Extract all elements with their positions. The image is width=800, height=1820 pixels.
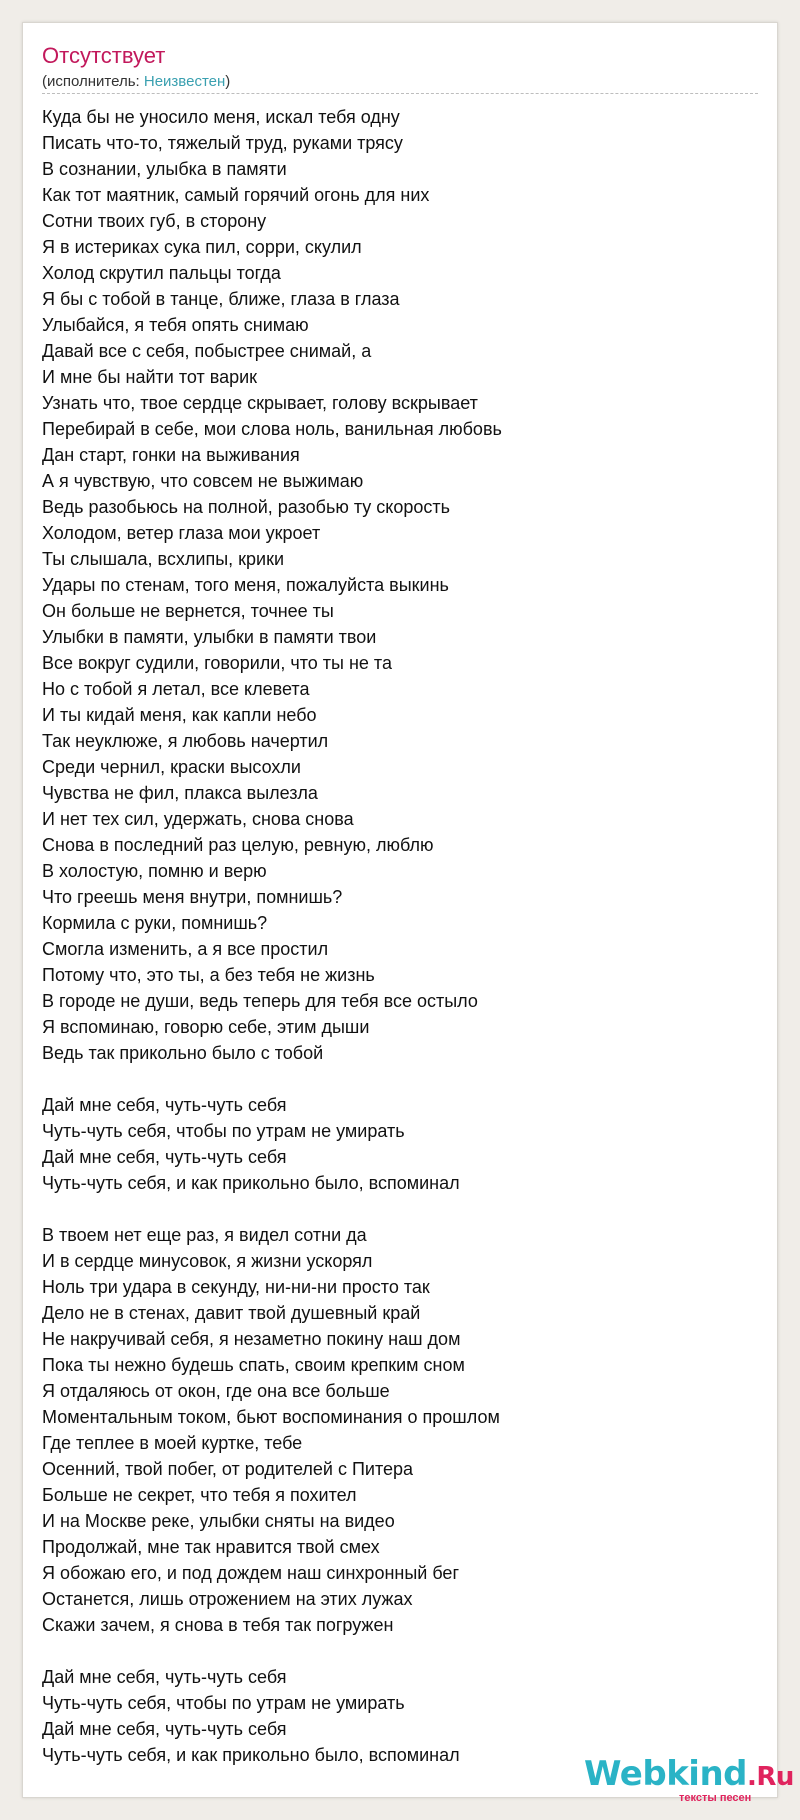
webkind-logo bbox=[584, 1754, 794, 1794]
lyrics-line: Холодом, ветер глаза мои укроет bbox=[42, 523, 321, 543]
lyrics-line: Сотни твоих губ, в сторону bbox=[42, 211, 267, 231]
lyrics-line: Ведь так прикольно было с тобой bbox=[42, 1043, 324, 1063]
lyrics-stanza bbox=[42, 104, 758, 1066]
lyrics-line: Моментальным током, бьют воспоминания о прошлом bbox=[42, 1407, 500, 1427]
lyrics-line: Узнать что, твое сердце скрывает, голову вскрывает bbox=[42, 393, 478, 413]
lyrics-line: В сознании, улыбка в памяти bbox=[42, 159, 287, 179]
lyrics-line: Дан старт, гонки на выживания bbox=[42, 445, 300, 465]
lyrics-line: В городе не души, ведь теперь для тебя все остыло bbox=[42, 991, 478, 1011]
lyrics-line: Среди чернил, краски высохли bbox=[42, 757, 301, 777]
lyrics-body bbox=[42, 104, 758, 1794]
lyrics-line: Писать что-то, тяжелый труд, руками трясу bbox=[42, 133, 403, 153]
lyrics-line: Я отдаляюсь от окон, где она все больше bbox=[42, 1381, 390, 1401]
lyrics-line: Дай мне себя, чуть-чуть себя bbox=[42, 1147, 287, 1167]
lyrics-line: Больше не секрет, что тебя я похител bbox=[42, 1485, 357, 1505]
lyrics-line: И мне бы найти тот варик bbox=[42, 367, 258, 387]
logo-tld: .Ru bbox=[747, 1762, 794, 1792]
lyrics-line: Улыбки в памяти, улыбки в памяти твои bbox=[42, 627, 377, 647]
lyrics-line: Смогла изменить, а я все простил bbox=[42, 939, 329, 959]
song-title: Отсутствует bbox=[42, 43, 166, 68]
lyrics-line: Как тот маятник, самый горячий огонь для них bbox=[42, 185, 430, 205]
lyrics-line: И нет тех сил, удержать, снова снова bbox=[42, 809, 354, 829]
lyrics-line: Перебирай в себе, мои слова ноль, ванильная любовь bbox=[42, 419, 502, 439]
lyrics-line: Дай мне себя, чуть-чуть себя bbox=[42, 1095, 287, 1115]
lyrics-line: Ты слышала, всхлипы, крики bbox=[42, 549, 285, 569]
lyrics-line: Скажи зачем, я снова в тебя так погружен bbox=[42, 1615, 394, 1635]
lyrics-line: Удары по стенам, того меня, пожалуйста выкинь bbox=[42, 575, 449, 595]
lyrics-line: Останется, лишь отрожением на этих лужах bbox=[42, 1589, 413, 1609]
lyrics-line: Улыбайся, я тебя опять снимаю bbox=[42, 315, 309, 335]
lyrics-line: Так неуклюже, я любовь начертил bbox=[42, 731, 329, 751]
lyrics-stanza bbox=[42, 1092, 758, 1196]
lyrics-line: Чуть-чуть себя, и как прикольно было, вспоминал bbox=[42, 1745, 460, 1765]
title-divider bbox=[42, 93, 758, 94]
lyrics-line: А я чувствую, что совсем не выжимаю bbox=[42, 471, 364, 491]
lyrics-line: Куда бы не уносило меня, искал тебя одну bbox=[42, 107, 400, 127]
lyrics-line: Все вокруг судили, говорили, что ты не та bbox=[42, 653, 392, 673]
performer-line bbox=[42, 73, 230, 91]
logo-tagline: тексты песен bbox=[679, 1792, 752, 1804]
lyrics-line: Я в истериках сука пил, сорри, скулил bbox=[42, 237, 362, 257]
lyrics-line: Дай мне себя, чуть-чуть себя bbox=[42, 1667, 287, 1687]
logo-brand: Webkind bbox=[584, 1754, 747, 1794]
lyrics-line: Чуть-чуть себя, чтобы по утрам не умирать bbox=[42, 1121, 405, 1141]
lyrics-line: Дело не в стенах, давит твой душевный край bbox=[42, 1303, 421, 1323]
lyrics-line: В твоем нет еще раз, я видел сотни да bbox=[42, 1225, 367, 1245]
lyrics-line: Ноль три удара в секунду, ни-ни-ни просто так bbox=[42, 1277, 430, 1297]
lyrics-line: Я вспоминаю, говорю себе, этим дыши bbox=[42, 1017, 370, 1037]
lyrics-stanza bbox=[42, 1664, 758, 1768]
lyrics-line: В холостую, помню и верю bbox=[42, 861, 267, 881]
lyrics-line: Не накручивай себя, я незаметно покину наш дом bbox=[42, 1329, 461, 1349]
lyrics-line: Потому что, это ты, а без тебя не жизнь bbox=[42, 965, 375, 985]
lyrics-line: Чуть-чуть себя, и как прикольно было, вспоминал bbox=[42, 1173, 460, 1193]
lyrics-line: Холод скрутил пальцы тогда bbox=[42, 263, 281, 283]
lyrics-line: И ты кидай меня, как капли небо bbox=[42, 705, 317, 725]
lyrics-line: Чуть-чуть себя, чтобы по утрам не умирать bbox=[42, 1693, 405, 1713]
lyrics-line: Чувства не фил, плакса вылезла bbox=[42, 783, 318, 803]
lyrics-line: Пока ты нежно будешь спать, своим крепким сном bbox=[42, 1355, 465, 1375]
lyrics-line: Где теплее в моей куртке, тебе bbox=[42, 1433, 303, 1453]
lyrics-line: Я обожаю его, и под дождем наш синхронный бег bbox=[42, 1563, 460, 1583]
lyrics-line: Ведь разобьюсь на полной, разобью ту скорость bbox=[42, 497, 451, 517]
lyrics-line: Осенний, твой побег, от родителей с Питера bbox=[42, 1459, 414, 1479]
lyrics-line: Продолжай, мне так нравится твой смех bbox=[42, 1537, 380, 1557]
performer-prefix: (исполнитель: bbox=[42, 73, 144, 90]
lyrics-line: Давай все с себя, побыстрее снимай, а bbox=[42, 341, 372, 361]
artist-link[interactable]: Неизвестен bbox=[143, 73, 226, 90]
lyrics-line: Снова в последний раз целую, ревную, люблю bbox=[42, 835, 434, 855]
lyrics-line: Что греешь меня внутри, помнишь? bbox=[42, 887, 343, 907]
lyrics-line: И в сердце минусовок, я жизни ускорял bbox=[42, 1251, 373, 1271]
lyrics-line: Он больше не вернется, точнее ты bbox=[42, 601, 334, 621]
lyrics-line: Но с тобой я летал, все клевета bbox=[42, 679, 310, 699]
lyrics-line: Кормила с руки, помнишь? bbox=[42, 913, 268, 933]
performer-suffix: ) bbox=[225, 73, 231, 90]
lyrics-line: Я бы с тобой в танце, ближе, глаза в глаза bbox=[42, 289, 400, 309]
lyrics-line: Дай мне себя, чуть-чуть себя bbox=[42, 1719, 287, 1739]
lyrics-stanza bbox=[42, 1222, 758, 1638]
lyrics-line: И на Москве реке, улыбки сняты на видео bbox=[42, 1511, 395, 1531]
